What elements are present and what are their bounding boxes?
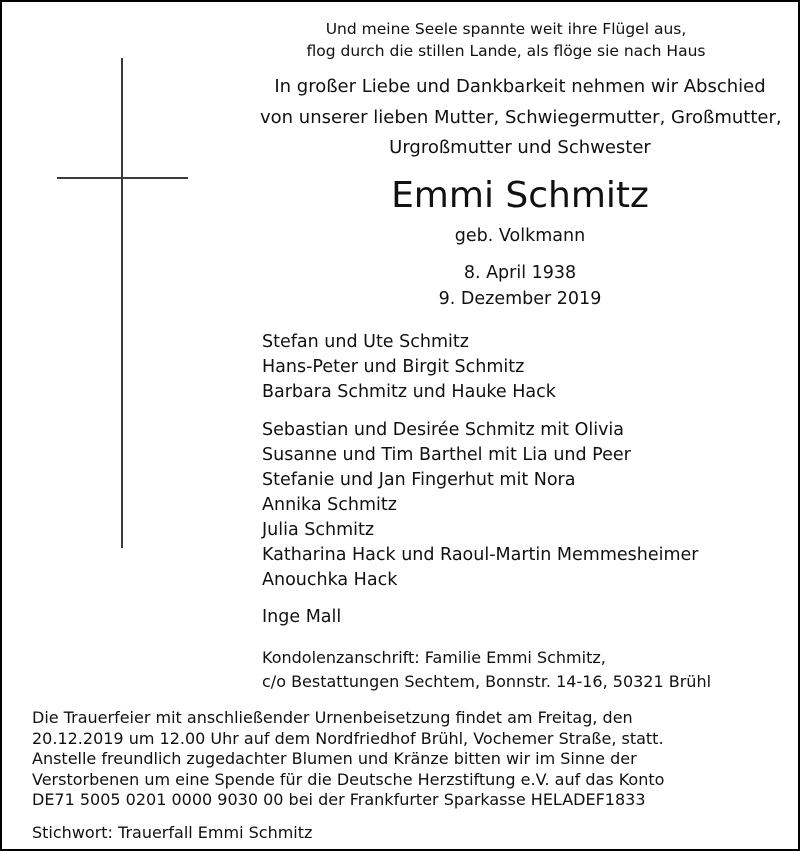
mourner-entry: Barbara Schmitz und Hauke Hack <box>262 382 556 402</box>
mourner-entry: Julia Schmitz <box>262 520 375 540</box>
mourner-entry: Inge Mall <box>262 607 342 627</box>
mourner-entry: Susanne und Tim Barthel mit Lia und Peer <box>262 445 631 465</box>
notice-line: 20.12.2019 um 12.00 Uhr auf dem Nordfriedhof Brühl, Vochemer Straße, statt. <box>32 728 664 748</box>
motto-line: flog durch die stillen Lande, als flöge sie nach Haus <box>306 42 706 60</box>
farewell-intro <box>260 72 780 164</box>
birth-date: 8. April 1938 <box>463 263 577 283</box>
notice-line: Verstorbenen um eine Spende für die Deutsche Herzstiftung e.V. auf das Konto <box>32 769 665 789</box>
mourner-entry: Stefanie und Jan Fingerhut mit Nora <box>262 470 576 490</box>
cross-horizontal-bar <box>57 177 188 179</box>
mourners-grandchildren <box>262 418 782 593</box>
mourners-sibling <box>262 605 782 630</box>
cross-vertical-bar <box>121 58 123 548</box>
notice-line: Die Trauerfeier mit anschließender Urnenbeisetzung findet am Freitag, den <box>32 708 633 727</box>
motto-verse <box>302 18 710 62</box>
mourners-children <box>262 330 782 405</box>
birth-name: geb. Volkmann <box>454 226 586 246</box>
keyword-line: Stichwort: Trauerfall Emmi Schmitz <box>32 823 313 842</box>
address-line: c/o Bestattungen Sechtem, Bonnstr. 14-16, 50321 Brühl <box>262 672 712 691</box>
deceased-name: Emmi Schmitz <box>391 175 649 216</box>
mourner-entry: Annika Schmitz <box>262 495 397 515</box>
motto-line: Und meine Seele spannte weit ihre Flügel aus, <box>325 20 687 38</box>
notice-line: DE71 5005 0201 0000 9030 00 bei der Frankfurter Sparkasse HELADEF1833 <box>32 790 646 809</box>
life-dates <box>260 260 780 312</box>
mourner-entry: Sebastian und Desirée Schmitz mit Olivia <box>262 420 625 440</box>
condolence-address <box>262 646 782 694</box>
intro-line: Urgroßmutter und Schwester <box>389 137 651 158</box>
intro-line: von unserer lieben Mutter, Schwiegermutter, Großmutter, <box>260 106 782 128</box>
mourner-entry: Stefan und Ute Schmitz <box>262 332 469 352</box>
death-date: 9. Dezember 2019 <box>438 289 602 309</box>
intro-line: In großer Liebe und Dankbarkeit nehmen wir Abschied <box>274 76 766 97</box>
mourner-entry: Katharina Hack und Raoul-Martin Memmesheimer <box>262 545 699 565</box>
funeral-notice <box>32 708 777 811</box>
mourner-entry: Hans-Peter und Birgit Schmitz <box>262 357 525 377</box>
address-line: Kondolenzanschrift: Familie Emmi Schmitz, <box>262 648 606 667</box>
mourner-entry: Anouchka Hack <box>262 570 398 590</box>
notice-line: Anstelle freundlich zugedachter Blumen und Kränze bitten wir im Sinne der <box>32 749 637 768</box>
